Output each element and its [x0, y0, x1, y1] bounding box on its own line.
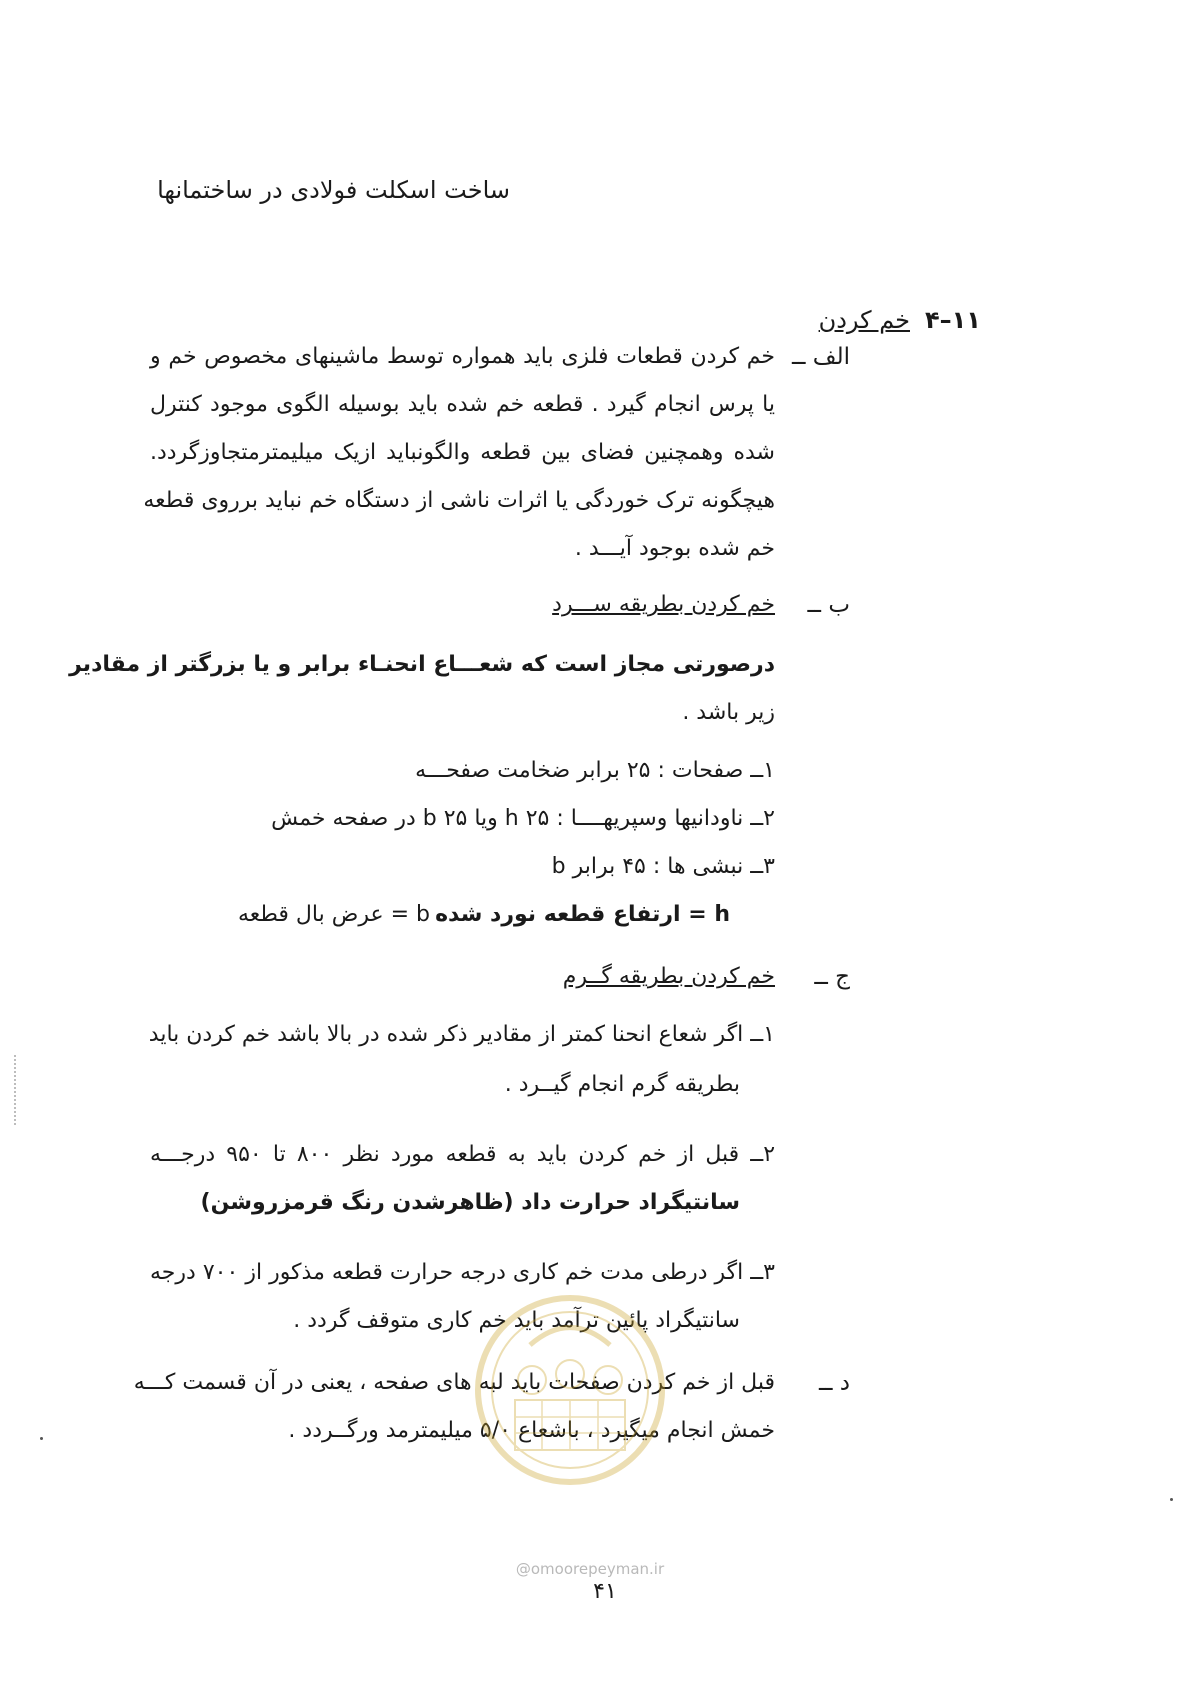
- legend-h: h = ارتفاع قطعه نورد شده: [435, 902, 730, 927]
- paragraph-d-line: قبل از خم کردن صفحات باید لبه های صفحه ، یعنی در آن قسمت کـــه: [133, 1370, 775, 1395]
- paragraph-c-marker: ج ــ: [814, 964, 850, 990]
- paragraph-c-item-line: ۳ــ اگر درطی مدت خم کاری درجه حرارت قطعه مذکور از ۷۰۰ درجه: [150, 1260, 775, 1285]
- paragraph-b-item: ۳ــ نبشی ها : ۴۵ برابر b: [551, 854, 775, 879]
- paragraph-a-line: خم کردن قطعات فلزی باید همواره توسط ماشینهای مخصوص خم و: [150, 344, 775, 369]
- paragraph-c-item-line: بطریقه گرم انجام گیــرد .: [504, 1072, 740, 1097]
- running-header: ساخت اسکلت فولادی در ساختمانها: [157, 176, 510, 204]
- paragraph-a-line: هیچگونه ترک خوردگی یا اثرات ناشی از دستگاه خم نباید برروی قطعه: [143, 488, 775, 513]
- watermark-seal-icon: [470, 1290, 670, 1490]
- page-number: ۴۱: [593, 1579, 617, 1604]
- paragraph-c-item-line: سانتیگراد پائین ترآمد باید خم کاری متوقف گردد .: [293, 1308, 740, 1333]
- paragraph-c-item-line: ۱ــ اگر شعاع انحنا کمتر از مقادیر ذکر شده در بالا باشد خم کردن باید: [148, 1022, 775, 1047]
- paragraph-d-line: خمش انجام میگیرد ، باشعاع ۵/۰ میلیمترمد ورگــردد .: [288, 1418, 775, 1443]
- paragraph-b-item: ۲ــ ناودانیها وسپریهــــا : h ۲۵ ویا b ۲۵ در صفحه خمش: [271, 806, 775, 831]
- paragraph-b-item: ۱ــ صفحات : ۲۵ برابر ضخامت صفحـــه: [415, 758, 775, 783]
- paragraph-a-line: شده وهمچنین فضای بین قطعه والگونباید ازیک میلیمترمتجاوزگردد.: [150, 440, 775, 465]
- section-number: ۴–۱۱: [925, 306, 981, 334]
- paragraph-c-title: خم کردن بطریقه گــرم: [562, 964, 775, 989]
- scan-speck: [40, 1437, 43, 1440]
- paragraph-d-marker: د ــ: [818, 1370, 850, 1396]
- paragraph-b-marker: ب ــ: [807, 592, 850, 618]
- paragraph-b-title: خم کردن بطریقه ســـرد: [552, 592, 775, 617]
- paragraph-c-item-line: سانتیگراد حرارت داد (ظاهرشدن رنگ قرمزروشن): [200, 1190, 740, 1215]
- paragraph-b-intro-line: زیر باشد .: [682, 700, 775, 725]
- paragraph-c-item-line: ۲ــ قبل از خم کردن باید به قطعه مورد نظر ۸۰۰ تا ۹۵۰ درجـــه: [150, 1142, 776, 1167]
- paragraph-a-line: خم شده بوجود آیـــد .: [574, 536, 775, 561]
- scan-speck: [1170, 1498, 1173, 1501]
- legend-b: b = عرض بال قطعه: [237, 902, 430, 927]
- section-title: خم کردن: [818, 306, 910, 334]
- watermark-site: @omoorepeyman.ir: [515, 1560, 665, 1578]
- paragraph-b-intro-line: درصورتی مجاز است که شعـــاع انحنـاء برابر و یا بزرگتر از مقادیر: [69, 652, 775, 677]
- scan-margin-dots: [14, 1055, 18, 1125]
- paragraph-a-marker: الف ــ: [792, 344, 850, 370]
- paragraph-a-line: یا پرس انجام گیرد . قطعه خم شده باید بوسیله الگوی موجود کنترل: [150, 392, 775, 417]
